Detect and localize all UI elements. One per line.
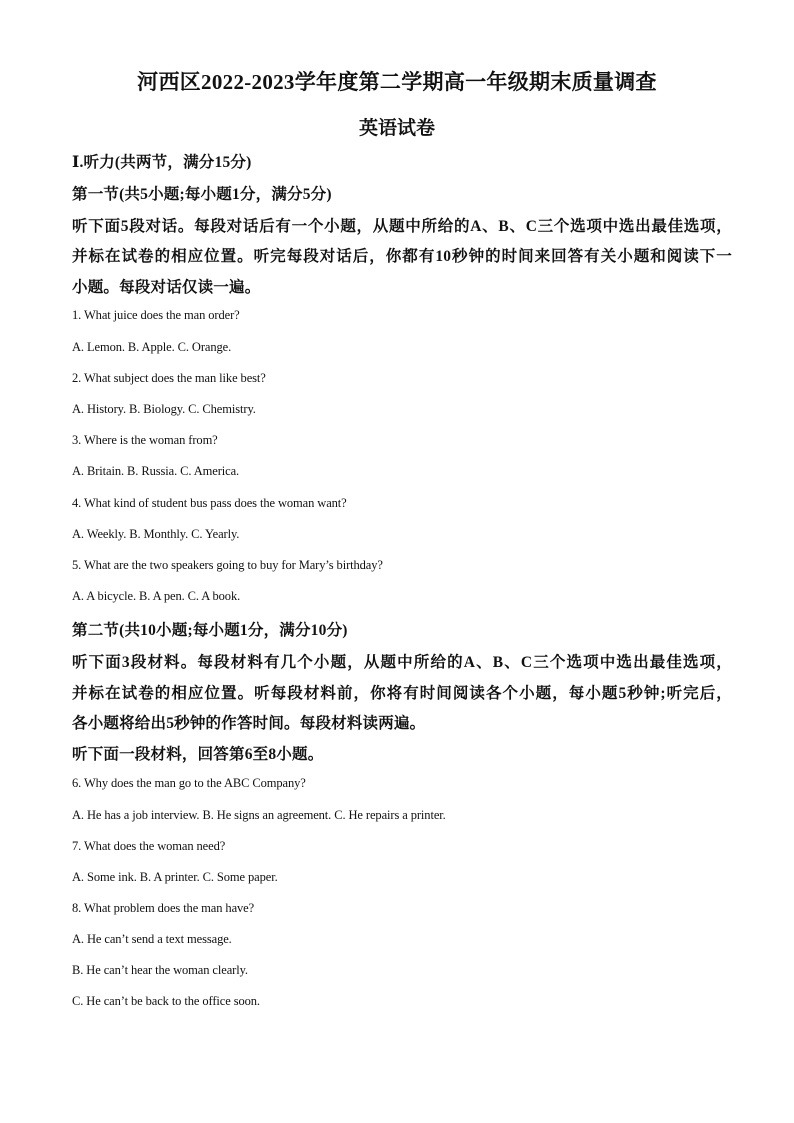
instruction-line: 并标在试卷的相应位置。听完每段对话后，你都有10秒钟的时间来回答有关小题和阅读下一	[72, 248, 732, 265]
instruction-line: 各小题将给出5秒钟的作答时间。每段材料读两遍。	[72, 715, 426, 732]
instruction-line: 听下面5段对话。每段对话后有一个小题，从题中所给的A、B、C三个选项中选出最佳选项，	[72, 218, 732, 235]
question-text: 8. What problem does the man have?	[72, 901, 255, 915]
question-text: 1. What juice does the man order?	[72, 308, 240, 322]
instruction-line: 听下面3段材料。每段材料有几个小题，从题中所给的A、B、C三个选项中选出最佳选项，	[72, 654, 732, 671]
question-text: 4. What kind of student bus pass does the woman want?	[72, 496, 347, 510]
exam-title: 河西区2022-2023学年度第二学期高一年级期末质量调查	[137, 70, 657, 94]
question-text: 5. What are the two speakers going to buy for Mary’s birthday?	[72, 558, 383, 572]
question-options: A. History. B. Biology. C. Chemistry.	[72, 402, 256, 416]
question-text: 6. Why does the man go to the ABC Company?	[72, 776, 306, 790]
section-heading: 第二节(共10小题;每小题1分，满分10分)	[72, 622, 348, 639]
question-options: A. He has a job interview. B. He signs an agreement. C. He repairs a printer.	[72, 808, 446, 822]
question-text: 7. What does the woman need?	[72, 839, 226, 853]
question-text: 3. Where is the woman from?	[72, 433, 218, 447]
question-options: A. Britain. B. Russia. C. America.	[72, 464, 240, 478]
question-text: 2. What subject does the man like best?	[72, 371, 266, 385]
question-options: A. A bicycle. B. A pen. C. A book.	[72, 589, 241, 603]
question-options: A. Some ink. B. A printer. C. Some paper.	[72, 870, 278, 884]
exam-subtitle: 英语试卷	[358, 118, 435, 139]
option-line: A. He can’t send a text message.	[72, 932, 232, 946]
group-heading: 听下面一段材料，回答第6至8小题。	[72, 746, 324, 763]
question-options: A. Weekly. B. Monthly. C. Yearly.	[72, 527, 240, 541]
section-heading: 第一节(共5小题;每小题1分，满分5分)	[72, 186, 332, 203]
question-options: A. Lemon. B. Apple. C. Orange.	[72, 340, 232, 354]
option-line: B. He can’t hear the woman clearly.	[72, 963, 248, 977]
instruction-line: 小题。每段对话仅读一遍。	[72, 279, 261, 296]
option-line: C. He can’t be back to the office soon.	[72, 994, 260, 1008]
part-heading: Ⅰ.听力(共两节，满分15分)	[72, 154, 252, 171]
instruction-line: 并标在试卷的相应位置。听每段材料前，你将有时间阅读各个小题，每小题5秒钟;听完后，	[72, 685, 732, 702]
